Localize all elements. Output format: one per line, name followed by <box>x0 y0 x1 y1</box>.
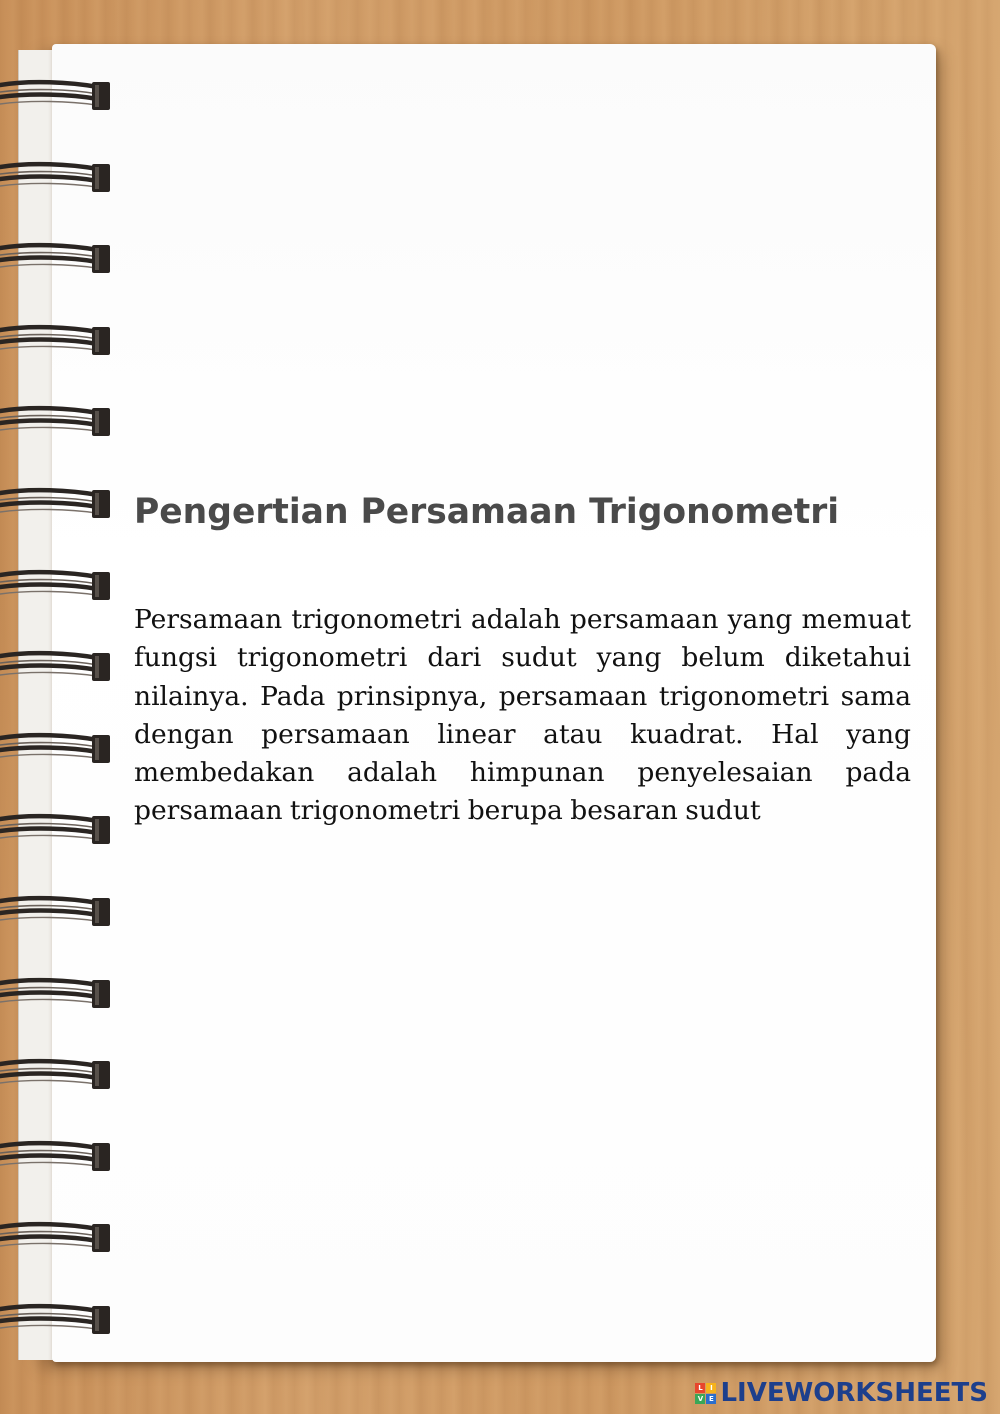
binder-ring <box>0 810 112 846</box>
binder-ring <box>0 402 112 438</box>
binder-ring <box>0 974 112 1010</box>
liveworksheets-logo-icon <box>695 1383 716 1404</box>
page-title: Pengertian Persamaan Trigonometri <box>134 492 840 532</box>
binder-ring <box>0 1137 112 1173</box>
binder-ring <box>0 729 112 765</box>
binder-ring <box>0 1218 112 1254</box>
binder-ring <box>0 566 112 602</box>
logo-tile: I <box>706 1383 716 1393</box>
binder-ring <box>0 1300 112 1336</box>
logo-tile: V <box>695 1394 705 1404</box>
liveworksheets-brand <box>695 1380 988 1406</box>
logo-tile: E <box>706 1394 716 1404</box>
binder-ring <box>0 321 112 357</box>
binder-ring <box>0 647 112 683</box>
brand-name: LIVEWORKSHEETS <box>720 1378 988 1408</box>
binder-ring <box>0 1055 112 1091</box>
binder-ring <box>0 76 112 112</box>
body-paragraph: Persamaan trigonometri adalah persamaan yang memuat fungsi trigonometri dari sudut yang belum diketahui nilainya. Pada prinsipnya, persamaan trigonometri sama dengan persamaan linear atau kuadrat. Hal yang membedakan adalah himpunan penyelesaian pada persamaan trigonometri berupa besaran sudut <box>134 604 911 827</box>
binder-ring <box>0 239 112 275</box>
binder-ring <box>0 892 112 928</box>
binder-ring <box>0 158 112 194</box>
logo-tile: L <box>695 1383 705 1393</box>
binder-ring <box>0 484 112 520</box>
